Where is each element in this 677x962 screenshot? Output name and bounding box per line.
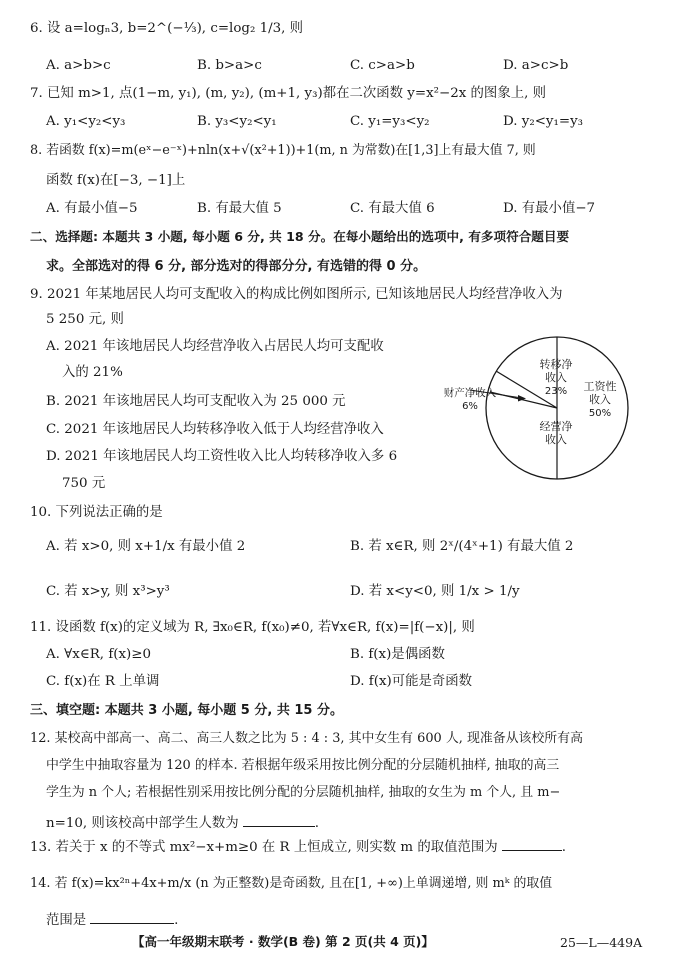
q11-option-c: C. f(x)在 R 上单调 — [46, 674, 160, 689]
q11-option-b: B. f(x)是偶函数 — [350, 647, 445, 662]
q9-option-a-line2: 入的 21% — [62, 365, 123, 380]
q6-option-c: C. c>a>b — [350, 58, 415, 73]
section3-heading: 三、填空题: 本题共 3 小题, 每小题 5 分, 共 15 分。 — [30, 703, 343, 718]
q6-option-d: D. a>c>b — [503, 58, 569, 73]
q8-option-d: D. 有最小值−7 — [503, 201, 596, 216]
q7-option-a: A. y₁<y₂<y₃ — [46, 114, 126, 129]
label-wage-pct: 50% — [588, 408, 612, 419]
q13-line — [30, 838, 566, 854]
q7-option-d: D. y₂<y₁=y₃ — [503, 114, 584, 129]
q14-line1: 14. 若 f(x)=kx²ⁿ+4x+m/x (n 为正整数)是奇函数, 且在[1, +∞)上单调递增, 则 mᵏ 的取值 — [30, 876, 553, 891]
q10-option-a: A. 若 x>0, 则 x+1/x 有最小值 2 — [46, 539, 246, 554]
label-wage-2: 收入 — [589, 393, 611, 406]
q11-option-a: A. ∀x∈R, f(x)≥0 — [46, 647, 152, 662]
label-business-2: 收入 — [545, 433, 567, 446]
label-property-pct: 6% — [462, 401, 478, 412]
q12-answer-blank[interactable] — [243, 814, 315, 827]
q14-line2-text: 范围是 — [46, 913, 87, 928]
q8-option-a: A. 有最小值−5 — [46, 201, 138, 216]
q9-option-c: C. 2021 年该地居民人均转移净收入低于人均经营净收入 — [46, 422, 384, 437]
q7-stem: 7. 已知 m>1, 点(1−m, y₁), (m, y₂), (m+1, y₃)都在二次函数 y=x²−2x 的图象上, 则 — [30, 86, 547, 101]
label-transfer-2: 收入 — [545, 371, 567, 384]
q6-stem: 6. 设 a=logₙ3, b=2^(−⅓), c=log₂ 1/3, 则 — [30, 21, 304, 36]
q14-period: . — [174, 913, 179, 928]
label-property-1: 财产净收入 — [443, 387, 497, 399]
q8-stem-line1: 8. 若函数 f(x)=m(eˣ−e⁻ˣ)+nln(x+√(x²+1))+1(m, n 为常数)在[1,3]上有最大值 7, 则 — [30, 143, 536, 158]
q9-stem-line1: 9. 2021 年某地居民人均可支配收入的构成比例如图所示, 已知该地居民人均经营净收入为 — [30, 287, 563, 302]
q12-period: . — [314, 816, 319, 831]
q14-answer-blank[interactable] — [90, 911, 174, 924]
q12-line3: 学生为 n 个人; 若根据性别采用按比例分配的分层随机抽样, 抽取的女生为 m 个人, 且 m− — [46, 785, 561, 800]
income-pie-chart — [430, 330, 650, 490]
label-business-1: 经营净 — [539, 420, 573, 433]
q10-stem: 10. 下列说法正确的是 — [30, 505, 163, 520]
q12-line2: 中学生中抽取容量为 120 的样本. 若根据年级采用按比例分配的分层随机抽样, 抽取的高三 — [46, 758, 560, 773]
q7-option-b: B. y₃<y₂<y₁ — [197, 114, 277, 129]
q10-option-b: B. 若 x∈R, 则 2ˣ/(4ˣ+1) 有最大值 2 — [350, 539, 574, 554]
q11-stem: 11. 设函数 f(x)的定义域为 R, ∃x₀∈R, f(x₀)≠0, 若∀x∈R, f(x)=|f(−x)|, 则 — [30, 620, 475, 635]
q13-period: . — [561, 840, 566, 855]
q7-option-c: C. y₁=y₃<y₂ — [350, 114, 430, 129]
q9-stem-line2: 5 250 元, 则 — [46, 312, 124, 327]
page-footer: 【高一年级期末联考 · 数学(B 卷) 第 2 页(共 4 页)】 — [132, 934, 434, 949]
label-transfer-1: 转移净 — [539, 358, 573, 371]
q8-option-b: B. 有最大值 5 — [197, 201, 282, 216]
q12-line4 — [46, 814, 319, 830]
q13-answer-blank[interactable] — [502, 838, 562, 851]
q14-line2 — [46, 911, 178, 927]
q9-option-d-line1: D. 2021 年该地居民人均工资性收入比人均转移净收入多 6 — [46, 449, 398, 464]
label-transfer-pct: 23% — [544, 386, 568, 397]
q8-option-c: C. 有最大值 6 — [350, 201, 435, 216]
q9-option-b: B. 2021 年该地居民人均可支配收入为 25 000 元 — [46, 394, 346, 409]
section2-heading-line2: 求。全部选对的得 6 分, 部分选对的得部分分, 有选错的得 0 分。 — [46, 259, 427, 274]
q13-stem: 13. 若关于 x 的不等式 mx²−x+m≥0 在 R 上恒成立, 则实数 m 的取值范围为 — [30, 840, 498, 855]
q9-option-a-line1: A. 2021 年该地居民人均经营净收入占居民人均可支配收 — [46, 339, 384, 354]
q8-stem-line2: 函数 f(x)在[−3, −1]上 — [46, 173, 186, 188]
q10-option-d: D. 若 x<y<0, 则 1/x > 1/y — [350, 584, 520, 599]
q6-option-b: B. b>a>c — [197, 58, 262, 73]
q10-option-c: C. 若 x>y, 则 x³>y³ — [46, 584, 170, 599]
q9-option-d-line2: 750 元 — [62, 476, 106, 491]
q12-line1: 12. 某校高中部高一、高二、高三人数之比为 5 : 4 : 3, 其中女生有 600 人, 现准备从该校所有高 — [30, 731, 583, 746]
q6-option-a: A. a>b>c — [46, 58, 111, 73]
q12-line4-text: n=10, 则该校高中部学生人数为 — [46, 816, 239, 831]
footer-code: 25—L—449A — [560, 935, 643, 950]
q11-option-d: D. f(x)可能是奇函数 — [350, 674, 473, 689]
section2-heading-line1: 二、选择题: 本题共 3 小题, 每小题 6 分, 共 18 分。在每小题给出的选项中, 有多项符合题目要 — [30, 229, 570, 244]
label-wage-1: 工资性 — [583, 380, 617, 393]
